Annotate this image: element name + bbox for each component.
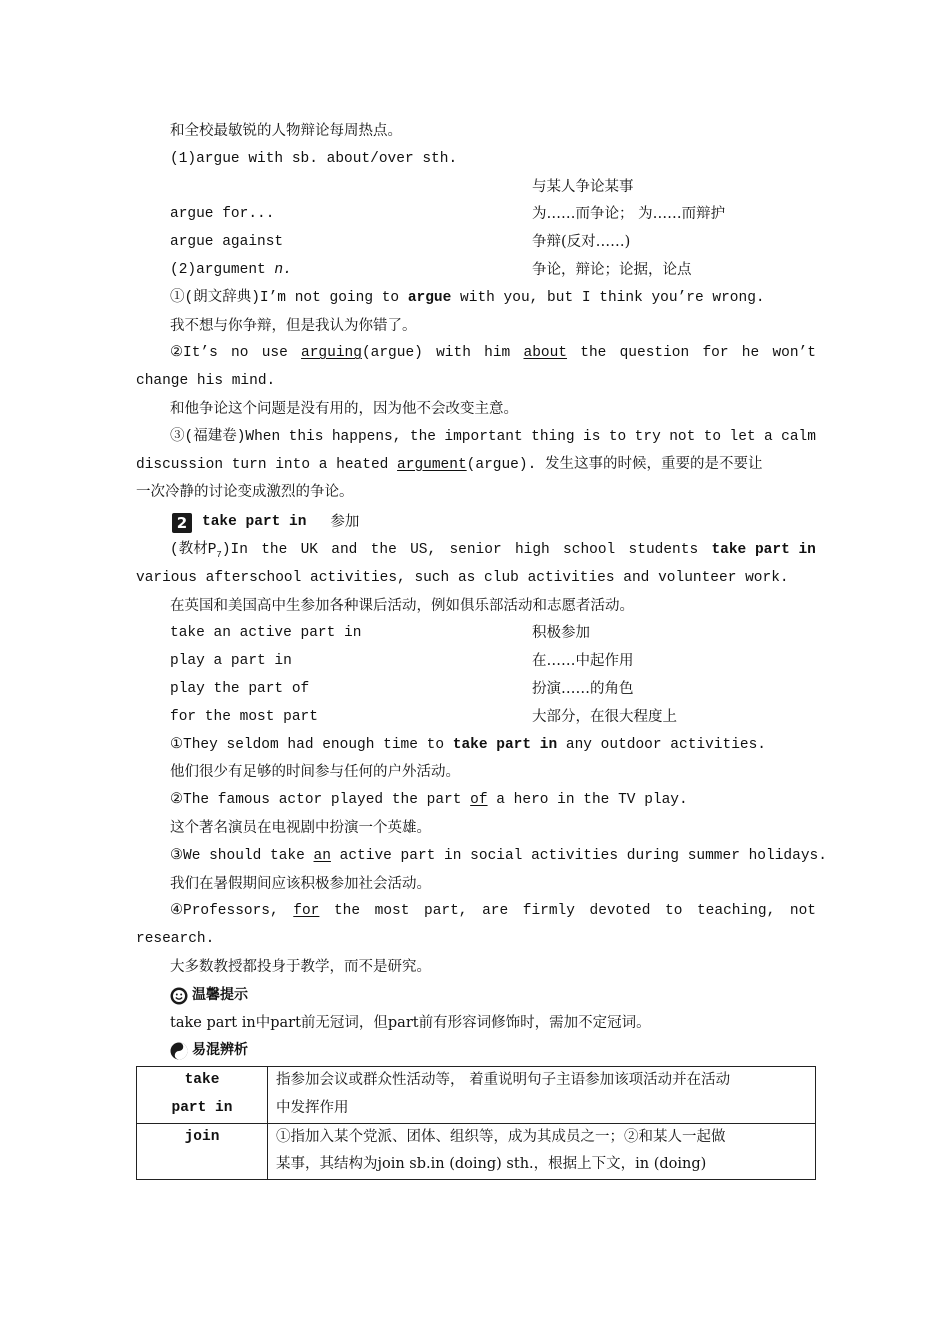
- phrase-row: [136, 201, 816, 229]
- word: no: [231, 345, 249, 362]
- word: US,: [410, 541, 437, 558]
- example-sentence-cont: change his mind.: [136, 373, 276, 390]
- compare-table: [136, 1066, 816, 1180]
- word: ②It’s: [170, 345, 218, 362]
- sentence-part: (教材P: [170, 541, 217, 558]
- keyword: take part in: [452, 736, 558, 753]
- sentence-part: discussion turn into a heated: [136, 456, 398, 473]
- word: are: [482, 903, 509, 920]
- answer-blank: of: [470, 792, 488, 809]
- word: school: [563, 541, 616, 558]
- word: about: [523, 345, 568, 362]
- meaning: 在……中起作用: [532, 653, 634, 670]
- sentence-part: with you, but I think you’re wrong.: [451, 289, 765, 306]
- sentence-part: active part in social activities during summer holidays.: [330, 847, 827, 864]
- example-sentence: [136, 787, 816, 815]
- example-translation: 和他争论这个问题是没有用的，因为他不会改变主意。: [170, 400, 518, 417]
- word: to: [608, 428, 627, 445]
- word: for: [293, 903, 320, 920]
- sentence-part: )In: [221, 541, 248, 558]
- section-heading: [136, 509, 816, 537]
- word: this: [288, 428, 324, 445]
- word: the: [409, 428, 436, 445]
- example-translation: 他们很少有足够的时间参与任何的户外活动。: [170, 764, 460, 781]
- word: not: [669, 428, 696, 445]
- word: won’t: [772, 345, 816, 362]
- example-sentence: [136, 285, 816, 313]
- word: the: [580, 345, 607, 362]
- text-line: (1)argue with sb. about/over sth.: [170, 150, 458, 167]
- part-of-speech: n.: [274, 261, 292, 278]
- word: [170, 537, 248, 565]
- term-line: take: [184, 1072, 220, 1088]
- example-sentence-cont: research.: [136, 931, 215, 948]
- phrase-row: [136, 704, 816, 732]
- example-translation: 我不想与你争辩，但是我认为你错了。: [170, 317, 417, 334]
- word: [301, 340, 423, 368]
- text-line: [136, 174, 816, 202]
- answer-blank: an: [313, 847, 331, 864]
- word: to: [665, 903, 683, 920]
- text-line: 和全校最敏锐的人物辩论每周热点。: [170, 123, 402, 139]
- sentence-part: ①They seldom had enough time to: [170, 736, 453, 753]
- example-sentence: [136, 732, 816, 760]
- phrase: argue for...: [170, 206, 275, 223]
- word: with: [436, 345, 471, 362]
- phrase-list: [136, 620, 816, 731]
- word: the: [261, 541, 288, 558]
- word: important: [444, 428, 523, 445]
- word: firmly: [522, 903, 575, 920]
- word: question: [619, 345, 690, 362]
- tip-heading: [136, 982, 816, 1010]
- example-translation: 这个著名演员在电视剧中扮演一个英雄。: [170, 819, 431, 836]
- word: him: [484, 345, 511, 362]
- word: not: [789, 903, 816, 920]
- example-translation: 大多数教授都投身于教学，而不是研究。: [170, 958, 431, 975]
- sentence-part: a hero in the TV play.: [487, 792, 688, 809]
- meaning: 争论，辩论；论据，论点: [532, 261, 692, 278]
- compare-term: [137, 1067, 268, 1124]
- compare-description: [268, 1123, 816, 1180]
- example-sentence-cont: [136, 452, 816, 480]
- compare-row: [137, 1067, 816, 1124]
- example-sentence: [136, 424, 816, 452]
- word: happens,: [331, 428, 402, 445]
- answer-blank: argument: [397, 456, 467, 473]
- word: for: [702, 345, 729, 362]
- word: ③(福建卷)When: [170, 428, 281, 445]
- sentence-part: ③We should take: [170, 847, 314, 864]
- phrase: (2)argument: [170, 261, 275, 278]
- word: the: [333, 903, 361, 920]
- source-translation: 在英国和美国高中生参加各种课后活动，例如俱乐部活动和志愿者活动。: [170, 597, 634, 614]
- answer-blank: arguing: [301, 345, 362, 362]
- phrase-row: [136, 257, 816, 285]
- word: take part in: [711, 541, 816, 558]
- meaning: 与某人争论某事: [532, 178, 634, 195]
- phrase: argue against: [170, 234, 284, 251]
- word: students: [628, 541, 699, 558]
- sentence-part: ②The famous actor played the part: [170, 792, 471, 809]
- section-title-zh: 参加: [330, 514, 360, 531]
- desc-line: 某事，其结构为join sb.in (doing) sth.，根据上下文，in (doing): [276, 1156, 707, 1173]
- phrase: play the part of: [170, 680, 310, 697]
- compare-title: 易混辨析: [192, 1042, 248, 1059]
- word: most: [374, 903, 410, 920]
- compare-row: [137, 1123, 816, 1180]
- phrase: take an active part in: [170, 625, 362, 642]
- source-sentence-cont: various afterschool activities, such as club activities and volunteer work.: [136, 569, 789, 586]
- word: the: [370, 541, 397, 558]
- example-sentence: [136, 898, 816, 926]
- meaning: 积极参加: [532, 625, 590, 642]
- meaning: 扮演……的角色: [532, 680, 634, 697]
- tip-title: 温馨提示: [192, 986, 248, 1003]
- word: devoted: [589, 903, 651, 920]
- compare-term: [137, 1123, 268, 1180]
- meaning: 大部分，在很大程度上: [532, 708, 677, 725]
- phrase: for the most part: [170, 708, 318, 725]
- word: and: [331, 541, 358, 558]
- sentence-part: any outdoor activities.: [557, 736, 767, 753]
- section-title: take part in: [202, 514, 307, 531]
- desc-line: ①指加入某个党派、团体、组织等，成为其成员之一；②和某人一起做: [276, 1128, 726, 1145]
- term-line: join: [184, 1128, 220, 1145]
- word: is: [583, 428, 601, 445]
- phrase-row: [136, 676, 816, 704]
- source-sentence: [136, 537, 816, 565]
- word: a: [764, 428, 773, 445]
- compare-description: [268, 1067, 816, 1124]
- sentence-part: ①(朗文辞典)I’m not going to: [170, 289, 408, 306]
- sentence-part: (argue). 发生这事的时候，重要的是不要让: [466, 456, 763, 473]
- desc-line: 中发挥作用: [276, 1099, 349, 1116]
- document-page: [136, 118, 827, 1173]
- word: calm: [781, 428, 816, 445]
- page-subscript: 7: [216, 549, 222, 560]
- word: high: [514, 541, 550, 558]
- word: let: [729, 428, 756, 445]
- phrase: play a part in: [170, 653, 292, 670]
- word: teaching,: [696, 903, 776, 920]
- word: ④Professors,: [170, 903, 279, 920]
- yin-yang-icon: [170, 1042, 188, 1060]
- section-number-icon: 2: [172, 513, 192, 533]
- example-sentence: [136, 340, 816, 368]
- compare-heading: [136, 1037, 816, 1065]
- example-translation: 一次冷静的讨论变成激烈的争论。: [136, 484, 354, 501]
- word: he: [741, 345, 760, 362]
- smiley-icon: [170, 987, 188, 1005]
- keyword: argue: [407, 289, 452, 306]
- word: to: [703, 428, 722, 445]
- term-line: part in: [171, 1099, 233, 1116]
- desc-line: 指参加会议或群众性活动等， 着重说明句子主语参加该项活动并在活动: [276, 1072, 731, 1088]
- word: use: [261, 345, 288, 362]
- hint: (argue): [361, 345, 423, 362]
- word: thing: [531, 428, 575, 445]
- example-translation: 我们在暑假期间应该积极参加社会活动。: [170, 875, 431, 892]
- phrase-row: [136, 648, 816, 676]
- example-sentence: [136, 843, 827, 871]
- phrase-row: [136, 229, 816, 257]
- tip-text: take part in中part前无冠词，但part前有形容词修饰时，需加不定冠词。: [170, 1014, 651, 1031]
- word: UK: [300, 541, 318, 558]
- phrase-row: [136, 620, 816, 648]
- meaning: 为……而争论； 为……而辩护: [532, 206, 726, 223]
- meaning: 争辩(反对……): [532, 234, 631, 251]
- word: part,: [424, 903, 468, 920]
- word: try: [634, 428, 661, 445]
- word: senior: [449, 541, 502, 558]
